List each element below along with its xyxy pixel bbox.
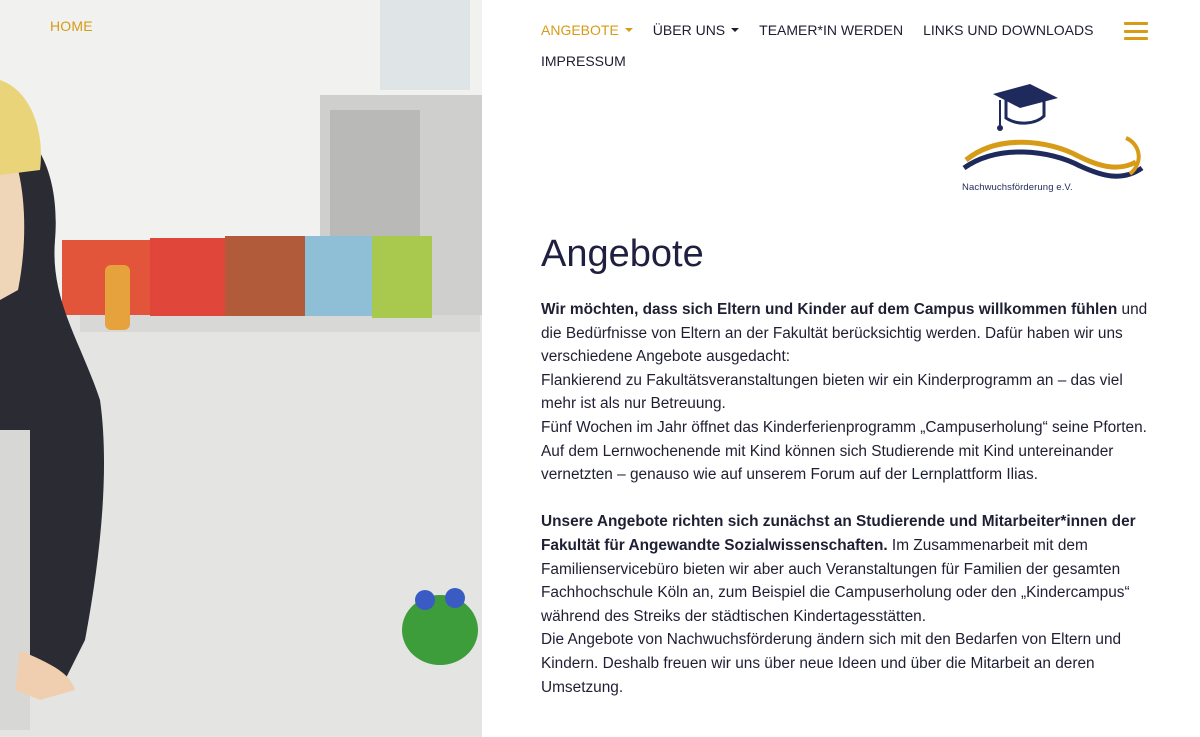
hamburger-icon[interactable] [1124, 22, 1148, 40]
intro-paragraph [541, 298, 1153, 369]
hero-photo [0, 0, 482, 737]
nav-item-teamer-werden[interactable] [759, 22, 903, 38]
nav-item-label: TEAMER*IN WERDEN [759, 22, 904, 38]
nav-item-ueber-uns[interactable] [653, 22, 739, 38]
paragraph-kinderprogramm: Flankierend zu Fakultätsveranstaltungen bieten wir ein Kinderprogramm an – das viel mehr ist als nur Betreuung. [541, 371, 1123, 413]
hero-photo-illustration [0, 0, 482, 737]
nav-item-label: IMPRESSUM [541, 53, 626, 69]
nav-item-impressum[interactable] [541, 53, 1081, 69]
intro-bold: Wir möchten, dass sich Eltern und Kinder auf dem Campus willkommen fühlen [541, 301, 1118, 318]
graduation-cap-logo-icon [958, 78, 1148, 198]
chevron-down-icon [731, 28, 739, 32]
nav-home-link[interactable]: HOME [50, 18, 93, 34]
zielgruppe-bold: Unsere Angebote richten sich zunächst an Studierende und Mitarbeiter*innen der Fakultät für Angewandte Sozialwissenschaften. [541, 513, 1136, 554]
hamburger-line [1124, 37, 1148, 40]
chevron-down-icon [625, 28, 633, 32]
paragraph-spacer [541, 487, 1153, 511]
nav-item-links-downloads[interactable] [923, 22, 1093, 38]
nav-row-primary [541, 20, 1101, 40]
paragraph-zielgruppe [541, 510, 1153, 628]
logo-text: Nachwuchsförderung e.V. [962, 182, 1073, 193]
hamburger-line [1124, 22, 1148, 25]
paragraph-ideen: Die Angebote von Nachwuchsförderung ändern sich mit den Bedarfen von Eltern und Kindern. Deshalb freuen wir uns über neue Ideen und über die Mitarbeit an deren Umsetzung. [541, 631, 1122, 696]
nav-item-label: ANGEBOTE [541, 22, 619, 38]
zielgruppe-rest: Im Zusammenarbeit mit dem Familienservicebüro bieten wir aber auch Veranstaltungen für Familien der gesamten Fachhochschule Köln an, zum Beispiel die Campuserholung oder den „Kindercampus“ während des Streiks der städtischen Kindertagesstätten. [541, 536, 1130, 625]
main-content [541, 298, 1153, 699]
main-nav [541, 20, 1101, 69]
intro-rest: und die Bedürfnisse von Eltern an der Fakultät berücksichtig werden. Dafür haben wir uns verschiedene Angebote ausgedacht: [541, 301, 1148, 366]
page-title: Angebote [541, 233, 704, 275]
hamburger-line [1124, 30, 1148, 33]
nav-item-label: ÜBER UNS [652, 22, 726, 38]
nav-item-angebote[interactable] [541, 22, 633, 38]
paragraph-campuserholung: Fünf Wochen im Jahr öffnet das Kinderferienprogramm „Campuserholung“ seine Pforten. Auf dem Lernwochenende mit Kind können sich Studierende mit Kind untereinander vernetzten – genauso wie auf unserem Forum auf der Lernplattform Ilias. [541, 418, 1147, 484]
nav-row-secondary [541, 53, 1101, 69]
nav-item-label: LINKS UND DOWNLOADS [923, 22, 1094, 38]
